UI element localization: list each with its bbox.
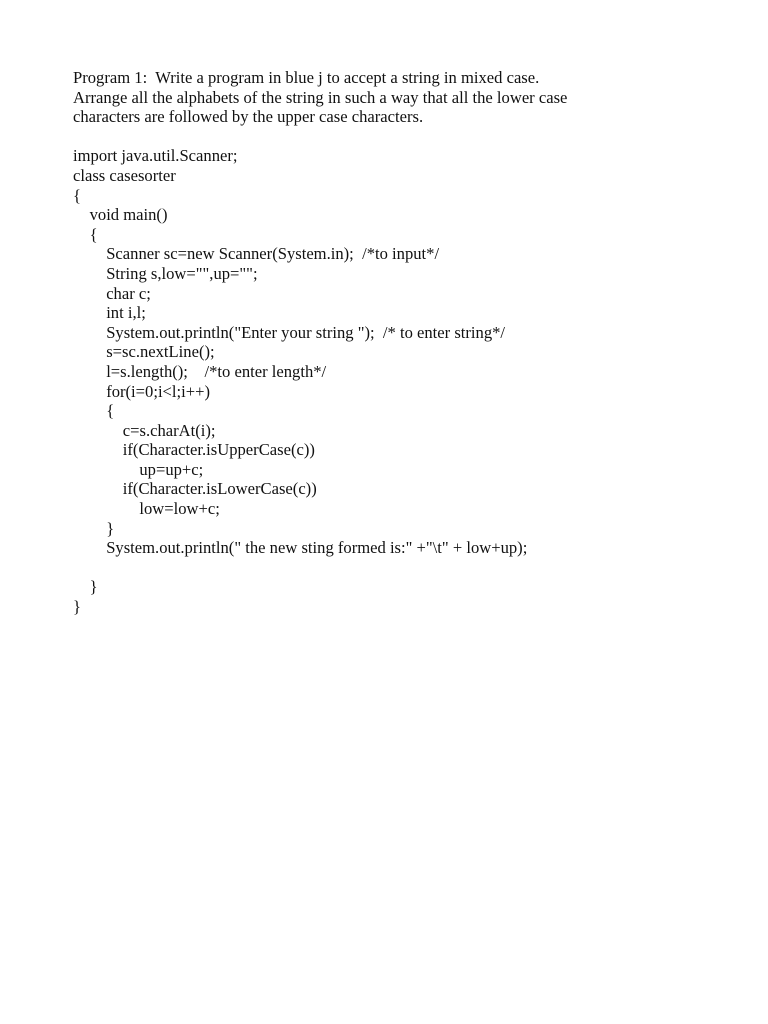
code-line: if(Character.isUpperCase(c)) bbox=[73, 440, 315, 460]
code-line: { bbox=[73, 185, 81, 205]
code-line: { bbox=[73, 224, 98, 244]
code-line: low=low+c; bbox=[73, 499, 220, 519]
code-line: import java.util.Scanner; bbox=[73, 146, 238, 166]
code-line: if(Character.isLowerCase(c)) bbox=[73, 479, 317, 499]
code-line: c=s.charAt(i); bbox=[73, 420, 216, 440]
code-line: up=up+c; bbox=[73, 459, 204, 479]
code-line: System.out.println("Enter your string "); /* to enter string*/ bbox=[73, 322, 506, 342]
code-line bbox=[73, 558, 713, 578]
code-line: } bbox=[73, 577, 98, 597]
code-line: } bbox=[73, 518, 115, 538]
code-line: for(i=0;i<l;i++) bbox=[73, 381, 210, 401]
code-line: Scanner sc=new Scanner(System.in); /*to input*/ bbox=[73, 244, 440, 264]
code-line: s=sc.nextLine(); bbox=[73, 342, 215, 362]
code-line: void main() bbox=[73, 205, 168, 225]
code-line: int i,l; bbox=[73, 303, 146, 323]
blank-line bbox=[73, 127, 713, 147]
prompt-line: characters are followed by the upper case characters. bbox=[73, 107, 424, 127]
code-line: l=s.length(); /*to enter length*/ bbox=[73, 361, 327, 381]
document-body bbox=[73, 68, 713, 617]
code-line: char c; bbox=[73, 283, 151, 303]
prompt-line: Program 1: Write a program in blue j to accept a string in mixed case. bbox=[73, 68, 540, 87]
code-line: } bbox=[73, 597, 81, 617]
code-line: { bbox=[73, 401, 115, 421]
code-line: String s,low="",up=""; bbox=[73, 263, 258, 283]
prompt-line: Arrange all the alphabets of the string in such a way that all the lower case bbox=[73, 87, 568, 107]
code-line: class casesorter bbox=[73, 165, 176, 185]
code-line: System.out.println(" the new sting formed is:" +"\t" + low+up); bbox=[73, 538, 528, 558]
